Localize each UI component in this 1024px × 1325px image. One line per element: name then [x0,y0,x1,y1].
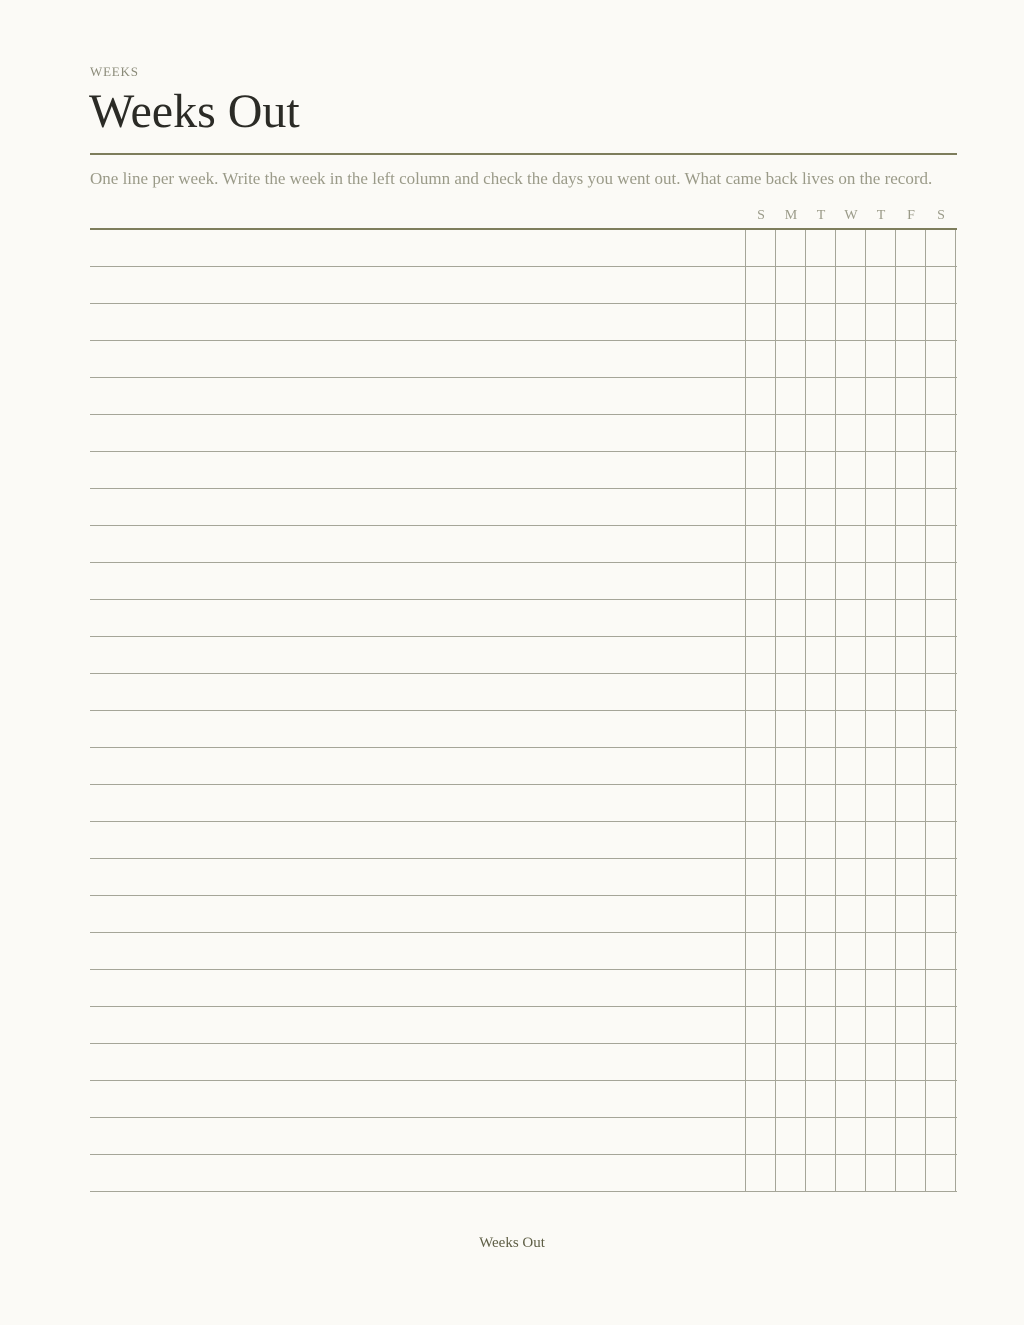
day-check-cell-thursday[interactable] [866,304,896,340]
day-check-cell-tuesday[interactable] [806,304,836,340]
day-check-cell-friday[interactable] [896,1155,926,1191]
day-check-cell-tuesday[interactable] [806,896,836,932]
day-header-row [746,206,957,226]
log-row [90,896,957,933]
day-check-cell-monday[interactable] [776,859,806,895]
day-check-cell-saturday[interactable] [926,304,956,340]
day-check-cell-monday[interactable] [776,415,806,451]
day-check-cell-tuesday[interactable] [806,563,836,599]
day-check-cell-saturday[interactable] [926,674,956,710]
day-check-cell-sunday[interactable] [746,859,776,895]
day-check-cell-monday[interactable] [776,267,806,303]
log-row [90,822,957,859]
log-row [90,785,957,822]
day-check-cell-sunday[interactable] [746,896,776,932]
day-check-cell-thursday[interactable] [866,1044,896,1080]
day-check-cell-wednesday[interactable] [836,341,866,377]
day-check-cell-wednesday[interactable] [836,230,866,266]
log-row [90,526,957,563]
day-check-cell-monday[interactable] [776,1155,806,1191]
log-row [90,933,957,970]
day-check-cell-friday[interactable] [896,230,926,266]
day-check-cell-wednesday[interactable] [836,1007,866,1043]
day-check-cell-thursday[interactable] [866,1118,896,1154]
day-check-cell-wednesday[interactable] [836,1118,866,1154]
day-check-cell-monday[interactable] [776,933,806,969]
week-entry-cell[interactable] [90,1118,746,1154]
day-check-cell-sunday[interactable] [746,933,776,969]
day-check-cell-saturday[interactable] [926,822,956,858]
day-check-cell-wednesday[interactable] [836,1081,866,1117]
day-check-cell-wednesday[interactable] [836,415,866,451]
day-check-cell-saturday[interactable] [926,341,956,377]
day-check-cell-monday[interactable] [776,896,806,932]
day-check-cell-thursday[interactable] [866,785,896,821]
day-check-cell-friday[interactable] [896,489,926,525]
day-check-cell-thursday[interactable] [866,933,896,969]
day-check-cell-wednesday[interactable] [836,970,866,1006]
day-check-cell-friday[interactable] [896,970,926,1006]
day-check-cell-sunday[interactable] [746,1081,776,1117]
day-check-cell-monday[interactable] [776,785,806,821]
day-check-cell-wednesday[interactable] [836,526,866,562]
day-check-cell-saturday[interactable] [926,637,956,673]
day-check-cell-tuesday[interactable] [806,452,836,488]
day-check-cell-sunday[interactable] [746,341,776,377]
day-check-cell-tuesday[interactable] [806,341,836,377]
day-check-cell-friday[interactable] [896,452,926,488]
day-check-cell-tuesday[interactable] [806,970,836,1006]
week-entry-cell[interactable] [90,600,746,636]
day-check-cell-friday[interactable] [896,859,926,895]
week-entry-cell[interactable] [90,1081,746,1117]
day-check-cell-saturday[interactable] [926,748,956,784]
day-check-cell-friday[interactable] [896,711,926,747]
day-check-cell-friday[interactable] [896,637,926,673]
week-entry-cell[interactable] [90,563,746,599]
day-check-cell-sunday[interactable] [746,1007,776,1043]
week-entry-cell[interactable] [90,415,746,451]
day-check-cell-wednesday[interactable] [836,748,866,784]
day-check-cell-sunday[interactable] [746,822,776,858]
day-check-cell-friday[interactable] [896,341,926,377]
day-check-cell-friday[interactable] [896,1007,926,1043]
day-check-cell-sunday[interactable] [746,600,776,636]
week-entry-cell[interactable] [90,674,746,710]
day-check-cell-wednesday[interactable] [836,600,866,636]
day-check-cell-saturday[interactable] [926,489,956,525]
title-divider [90,153,957,155]
week-entry-cell[interactable] [90,341,746,377]
day-header-sunday: S [757,208,765,223]
day-check-cell-sunday[interactable] [746,526,776,562]
day-check-cell-thursday[interactable] [866,1007,896,1043]
day-check-cell-friday[interactable] [896,600,926,636]
day-check-cell-sunday[interactable] [746,489,776,525]
day-check-cell-saturday[interactable] [926,563,956,599]
day-check-cell-friday[interactable] [896,378,926,414]
day-check-cell-friday[interactable] [896,674,926,710]
day-check-cell-saturday[interactable] [926,1155,956,1191]
log-row [90,230,957,267]
day-check-cell-monday[interactable] [776,341,806,377]
day-check-cell-monday[interactable] [776,637,806,673]
day-check-cell-tuesday[interactable] [806,674,836,710]
day-check-cell-thursday[interactable] [866,674,896,710]
day-check-cell-sunday[interactable] [746,563,776,599]
day-check-cell-sunday[interactable] [746,415,776,451]
section-eyebrow: WEEKS [90,64,139,79]
day-check-cell-saturday[interactable] [926,933,956,969]
day-check-cell-monday[interactable] [776,1007,806,1043]
day-check-cell-thursday[interactable] [866,230,896,266]
day-check-cell-tuesday[interactable] [806,230,836,266]
day-check-cell-monday[interactable] [776,822,806,858]
day-check-cell-friday[interactable] [896,1081,926,1117]
log-row [90,489,957,526]
day-check-cell-tuesday[interactable] [806,267,836,303]
day-check-cell-saturday[interactable] [926,970,956,1006]
day-header-saturday: S [937,208,945,223]
day-check-cell-sunday[interactable] [746,304,776,340]
day-check-cell-friday[interactable] [896,748,926,784]
day-check-cell-tuesday[interactable] [806,1007,836,1043]
day-check-cell-tuesday[interactable] [806,378,836,414]
day-check-cell-friday[interactable] [896,822,926,858]
day-check-cell-saturday[interactable] [926,1044,956,1080]
day-check-cell-friday[interactable] [896,785,926,821]
week-entry-cell[interactable] [90,748,746,784]
day-check-cell-monday[interactable] [776,711,806,747]
day-check-cell-tuesday[interactable] [806,711,836,747]
day-check-cell-wednesday[interactable] [836,785,866,821]
week-entry-cell[interactable] [90,304,746,340]
log-row [90,304,957,341]
day-header-thursday: T [876,208,886,223]
day-check-cell-sunday[interactable] [746,637,776,673]
day-check-cell-saturday[interactable] [926,1007,956,1043]
day-check-cell-sunday[interactable] [746,970,776,1006]
day-check-cell-thursday[interactable] [866,267,896,303]
week-entry-cell[interactable] [90,230,746,266]
day-check-cell-friday[interactable] [896,896,926,932]
week-entry-cell[interactable] [90,896,746,932]
day-check-cell-tuesday[interactable] [806,1155,836,1191]
day-check-cell-monday[interactable] [776,563,806,599]
day-check-cell-tuesday[interactable] [806,748,836,784]
day-check-cell-thursday[interactable] [866,822,896,858]
week-entry-cell[interactable] [90,711,746,747]
day-header-wednesday: W [844,208,858,223]
day-check-cell-wednesday[interactable] [836,489,866,525]
day-check-cell-saturday[interactable] [926,600,956,636]
day-check-cell-monday[interactable] [776,304,806,340]
log-row [90,1044,957,1081]
day-check-cell-monday[interactable] [776,452,806,488]
day-header-monday: M [784,208,798,223]
day-check-cell-thursday[interactable] [866,378,896,414]
day-check-cell-tuesday[interactable] [806,785,836,821]
day-check-cell-sunday[interactable] [746,378,776,414]
day-check-cell-thursday[interactable] [866,563,896,599]
day-check-cell-thursday[interactable] [866,970,896,1006]
day-check-cell-saturday[interactable] [926,230,956,266]
log-row [90,1118,957,1155]
day-check-cell-thursday[interactable] [866,452,896,488]
day-check-cell-thursday[interactable] [866,600,896,636]
log-row [90,341,957,378]
day-check-cell-sunday[interactable] [746,1155,776,1191]
day-check-cell-friday[interactable] [896,563,926,599]
day-check-cell-sunday[interactable] [746,1118,776,1154]
day-check-cell-tuesday[interactable] [806,822,836,858]
week-entry-cell[interactable] [90,933,746,969]
log-row [90,748,957,785]
page-title: Weeks Out [89,85,300,138]
day-check-cell-thursday[interactable] [866,859,896,895]
week-entry-cell[interactable] [90,822,746,858]
day-check-cell-saturday[interactable] [926,267,956,303]
day-check-cell-tuesday[interactable] [806,933,836,969]
day-check-cell-thursday[interactable] [866,489,896,525]
day-check-cell-monday[interactable] [776,526,806,562]
day-check-cell-sunday[interactable] [746,267,776,303]
log-row [90,1155,957,1192]
day-check-cell-tuesday[interactable] [806,1044,836,1080]
day-check-cell-friday[interactable] [896,304,926,340]
day-check-cell-saturday[interactable] [926,526,956,562]
day-check-cell-friday[interactable] [896,415,926,451]
day-check-cell-wednesday[interactable] [836,711,866,747]
day-check-cell-saturday[interactable] [926,859,956,895]
log-row [90,415,957,452]
day-check-cell-thursday[interactable] [866,711,896,747]
day-check-cell-monday[interactable] [776,1044,806,1080]
week-entry-cell[interactable] [90,859,746,895]
week-entry-cell[interactable] [90,267,746,303]
day-check-cell-sunday[interactable] [746,785,776,821]
day-check-cell-friday[interactable] [896,1044,926,1080]
day-check-cell-sunday[interactable] [746,711,776,747]
day-check-cell-thursday[interactable] [866,748,896,784]
day-check-cell-saturday[interactable] [926,378,956,414]
day-check-cell-thursday[interactable] [866,637,896,673]
log-row [90,1007,957,1044]
day-check-cell-wednesday[interactable] [836,452,866,488]
day-check-cell-wednesday[interactable] [836,267,866,303]
day-check-cell-thursday[interactable] [866,1081,896,1117]
day-check-cell-tuesday[interactable] [806,1118,836,1154]
day-check-cell-friday[interactable] [896,526,926,562]
day-check-cell-monday[interactable] [776,748,806,784]
day-check-cell-saturday[interactable] [926,896,956,932]
day-check-cell-thursday[interactable] [866,341,896,377]
week-entry-cell[interactable] [90,785,746,821]
day-check-cell-monday[interactable] [776,1081,806,1117]
day-check-cell-thursday[interactable] [866,415,896,451]
day-check-cell-wednesday[interactable] [836,378,866,414]
log-row [90,563,957,600]
week-entry-cell[interactable] [90,1044,746,1080]
log-row [90,378,957,415]
day-check-cell-saturday[interactable] [926,452,956,488]
day-check-cell-monday[interactable] [776,600,806,636]
day-check-cell-wednesday[interactable] [836,563,866,599]
log-row [90,674,957,711]
day-check-cell-tuesday[interactable] [806,600,836,636]
log-row [90,452,957,489]
day-check-cell-thursday[interactable] [866,526,896,562]
instructions-text: One line per week. Write the week in the left column and check the days you went out. What came back lives on the record. [90,169,933,188]
day-check-cell-wednesday[interactable] [836,1044,866,1080]
page-footer: Weeks Out [479,1235,545,1251]
day-check-cell-monday[interactable] [776,230,806,266]
day-check-cell-friday[interactable] [896,267,926,303]
day-check-cell-monday[interactable] [776,970,806,1006]
day-check-cell-wednesday[interactable] [836,933,866,969]
day-check-cell-tuesday[interactable] [806,637,836,673]
log-row [90,970,957,1007]
day-check-cell-saturday[interactable] [926,1081,956,1117]
day-check-cell-saturday[interactable] [926,711,956,747]
week-entry-cell[interactable] [90,526,746,562]
day-check-cell-friday[interactable] [896,1118,926,1154]
log-row [90,859,957,896]
day-check-cell-wednesday[interactable] [836,896,866,932]
week-entry-cell[interactable] [90,637,746,673]
day-check-cell-tuesday[interactable] [806,859,836,895]
day-check-cell-wednesday[interactable] [836,822,866,858]
week-entry-cell[interactable] [90,1155,746,1191]
week-entry-cell[interactable] [90,489,746,525]
day-check-cell-wednesday[interactable] [836,1155,866,1191]
day-check-cell-thursday[interactable] [866,1155,896,1191]
log-row [90,267,957,304]
log-row [90,637,957,674]
day-check-cell-sunday[interactable] [746,1044,776,1080]
week-entry-cell[interactable] [90,452,746,488]
day-check-cell-wednesday[interactable] [836,304,866,340]
log-row [90,1081,957,1118]
day-check-cell-tuesday[interactable] [806,526,836,562]
day-check-cell-friday[interactable] [896,933,926,969]
day-check-cell-wednesday[interactable] [836,674,866,710]
log-row [90,600,957,637]
day-check-cell-wednesday[interactable] [836,859,866,895]
day-check-cell-sunday[interactable] [746,748,776,784]
week-entry-cell[interactable] [90,1007,746,1043]
day-check-cell-monday[interactable] [776,489,806,525]
week-entry-cell[interactable] [90,378,746,414]
weeks-log-table [90,228,957,1192]
log-row [90,711,957,748]
day-check-cell-monday[interactable] [776,1118,806,1154]
day-check-cell-thursday[interactable] [866,896,896,932]
day-check-cell-saturday[interactable] [926,785,956,821]
day-check-cell-saturday[interactable] [926,415,956,451]
day-check-cell-tuesday[interactable] [806,415,836,451]
day-check-cell-saturday[interactable] [926,1118,956,1154]
week-entry-cell[interactable] [90,970,746,1006]
day-check-cell-monday[interactable] [776,674,806,710]
day-check-cell-sunday[interactable] [746,674,776,710]
day-check-cell-wednesday[interactable] [836,637,866,673]
day-header-tuesday: T [816,208,826,223]
day-header-friday: F [907,208,915,223]
day-check-cell-tuesday[interactable] [806,1081,836,1117]
day-check-cell-sunday[interactable] [746,230,776,266]
day-check-cell-sunday[interactable] [746,452,776,488]
day-check-cell-monday[interactable] [776,378,806,414]
day-check-cell-tuesday[interactable] [806,489,836,525]
